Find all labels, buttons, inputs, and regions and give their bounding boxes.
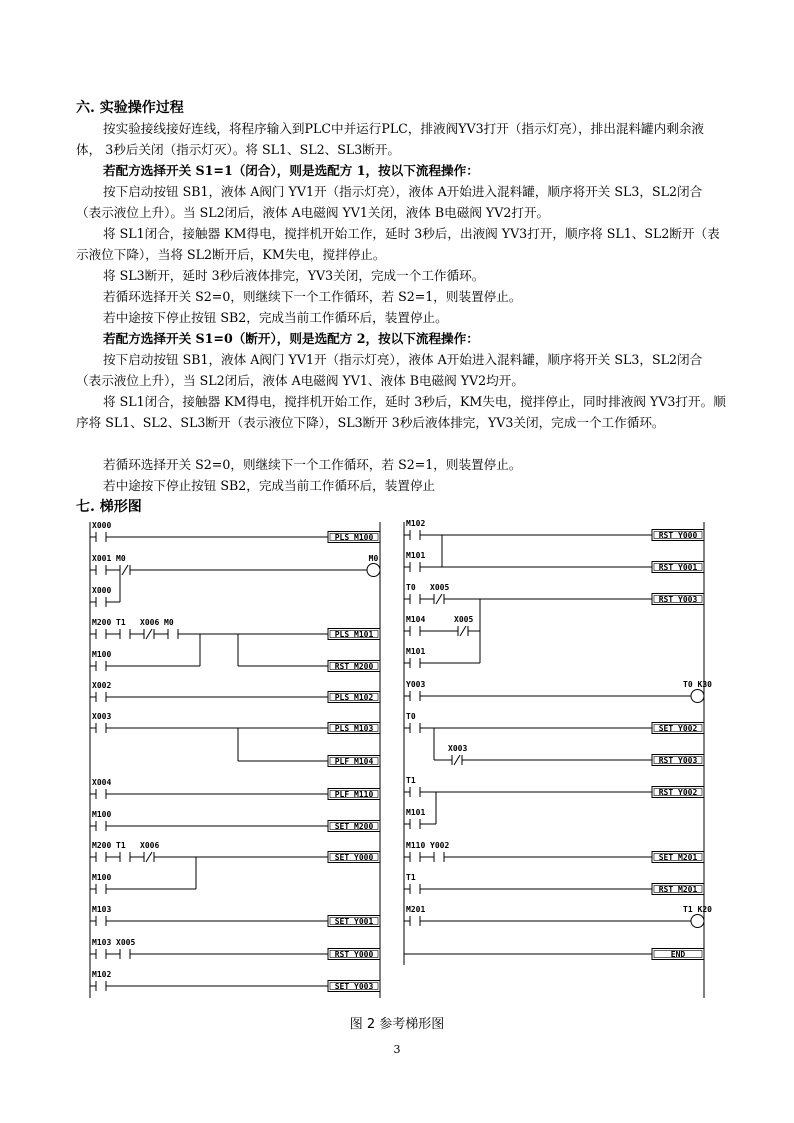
ladder-line xyxy=(454,755,460,765)
contact-label: M101 xyxy=(406,647,426,656)
recipe2-step2: 将 SL1闭合，接触器 KM得电，搅拌机开始工作，延时 3秒后，KM失电，搅拌停止，同时排液阀 YV3打开。顺序将 SL1、SL2、SL3断开（表示液位下降），SL3断开 3秒后液体排完，YV3关闭，完成一个工作循环。 xyxy=(76,394,726,430)
contact-label: M0 xyxy=(164,618,174,627)
contact-label: M100 xyxy=(92,810,112,819)
contact-label: T0 xyxy=(406,712,416,721)
contact-label: T1 xyxy=(116,841,126,850)
ladder-line xyxy=(146,629,152,639)
output-coil xyxy=(367,564,380,577)
contact-label: T1 xyxy=(116,618,126,627)
contact-label: X000 xyxy=(92,521,112,530)
ladder-line xyxy=(122,565,128,575)
contact-label: M201 xyxy=(406,905,426,914)
instruction-label: RST M200 xyxy=(334,662,374,671)
contact-label: X005 xyxy=(454,615,474,624)
figure-caption: 图 2 参考梯形图 xyxy=(349,1017,445,1032)
coil-label: M0 xyxy=(368,554,379,563)
instruction-label: PLF M110 xyxy=(334,790,374,799)
output-coil xyxy=(691,690,704,703)
instruction-label: SET Y000 xyxy=(334,853,374,862)
recipe1-step2: 将 SL1闭合，接触器 KM得电，搅拌机开始工作，延时 3秒后，出液阀 YV3打开，顺序将 SL1、SL2断开（表示液位下降），当将 SL2断开后，KM失电，搅拌停止。 xyxy=(76,226,720,262)
instruction-label: RST Y000 xyxy=(334,950,374,959)
instruction-label: SET M200 xyxy=(334,822,374,831)
instruction-label: END xyxy=(670,950,686,959)
instruction-label: PLF M104 xyxy=(334,757,374,766)
contact-label: M0 xyxy=(116,554,126,563)
instruction-label: SET Y001 xyxy=(334,917,374,926)
intro-paragraph: 按实验接线接好连线，将程序输入到PLC中并运行PLC，排液阀YV3打开（指示灯亮），排出混料罐内剩余液体， 3秒后关闭（指示灯灭）。将 SL1、SL2、SL3断开。 xyxy=(76,121,705,157)
instruction-label: SET M201 xyxy=(658,853,698,862)
instruction-label: SET Y002 xyxy=(658,724,698,733)
contact-label: X005 xyxy=(430,583,450,592)
contact-label: M200 xyxy=(92,841,112,850)
recipe2-stop: 若中途按下停止按钮 SB2，完成当前工作循环后，装置停止 xyxy=(103,478,436,493)
contact-label: X001 xyxy=(92,554,112,563)
contact-label: M200 xyxy=(92,618,112,627)
contact-label: M100 xyxy=(92,650,112,659)
contact-label: X006 xyxy=(140,841,160,850)
recipe1-loop: 若循环选择开关 S2=0，则继续下一个工作循环，若 S2=1，则装置停止。 xyxy=(103,289,522,304)
contact-label: T1 xyxy=(406,776,416,785)
instruction-label: PLS M102 xyxy=(334,693,374,702)
contact-label: M101 xyxy=(406,808,426,817)
contact-label: M101 xyxy=(406,551,426,560)
contact-label: M100 xyxy=(92,873,112,882)
ladder-line xyxy=(146,852,152,862)
contact-label: M103 xyxy=(92,905,112,914)
instruction-label: PLS M101 xyxy=(334,630,374,639)
instruction-label: RST Y003 xyxy=(658,756,698,765)
output-coil xyxy=(691,915,704,928)
contact-label: X000 xyxy=(92,586,112,595)
contact-label: M102 xyxy=(406,519,426,528)
instruction-label: RST Y001 xyxy=(658,563,698,572)
contact-label: Y002 xyxy=(430,841,450,850)
instruction-label: RST Y002 xyxy=(658,788,698,797)
contact-label: X006 xyxy=(140,618,160,627)
recipe1-stop: 若中途按下停止按钮 SB2，完成当前工作循环后，装置停止。 xyxy=(103,310,448,325)
ladder-line xyxy=(460,626,466,636)
coil-label: T1 K20 xyxy=(683,905,712,914)
recipe2-loop: 若循环选择开关 S2=0，则继续下一个工作循环，若 S2=1，则装置停止。 xyxy=(103,457,522,472)
instruction-label: PLS M100 xyxy=(334,533,374,542)
contact-label: X005 xyxy=(116,938,136,947)
instruction-label: RST Y000 xyxy=(658,531,698,540)
contact-label: M102 xyxy=(92,970,112,979)
contact-label: X002 xyxy=(92,681,112,690)
contact-label: Y003 xyxy=(406,680,426,689)
contact-label: X003 xyxy=(448,744,468,753)
contact-label: M110 xyxy=(406,841,426,850)
section-7-title: 七. 梯形图 xyxy=(76,499,142,515)
instruction-label: RST Y003 xyxy=(658,595,698,604)
contact-label: T0 xyxy=(406,583,416,592)
instruction-label: RST M201 xyxy=(658,885,698,894)
instruction-label: SET Y003 xyxy=(334,982,374,991)
contact-label: M104 xyxy=(406,615,426,624)
contact-label: X003 xyxy=(92,712,112,721)
recipe2-step1: 按下启动按钮 SB1，液体 A阀门 YV1开（指示灯亮），液体 A开始进入混料罐，顺序将开关 SL3，SL2闭合（表示液位上升），当 SL2闭后，液体 A电磁阀 YV1、液体 B电磁阀 YV2均开。 xyxy=(76,352,703,388)
recipe1-step3: 将 SL3断开，延时 3秒后液体排完，YV3关闭，完成一个工作循环。 xyxy=(103,268,485,283)
page-number: 3 xyxy=(393,1043,401,1056)
recipe1-heading: 若配方选择开关 S1=1（闭合），则是选配方 1，按以下流程操作： xyxy=(103,163,479,178)
contact-label: X004 xyxy=(92,778,112,787)
recipe2-heading: 若配方选择开关 S1=0（断开），则是选配方 2，按以下流程操作： xyxy=(103,331,479,346)
instruction-label: PLS M103 xyxy=(334,724,374,733)
contact-label: M103 xyxy=(92,938,112,947)
ladder-line xyxy=(436,594,442,604)
coil-label: T0 K30 xyxy=(683,680,712,689)
contact-label: T1 xyxy=(406,873,416,882)
recipe1-step1: 按下启动按钮 SB1，液体 A阀门 YV1开（指示灯亮），液体 A开始进入混料罐，顺序将开关 SL3，SL2闭合（表示液位上升）。当 SL2闭后，液体 A电磁阀 YV1关闭，液体 B电磁阀 YV2打开。 xyxy=(76,184,703,220)
section-6-title: 六. 实验操作过程 xyxy=(76,100,184,116)
